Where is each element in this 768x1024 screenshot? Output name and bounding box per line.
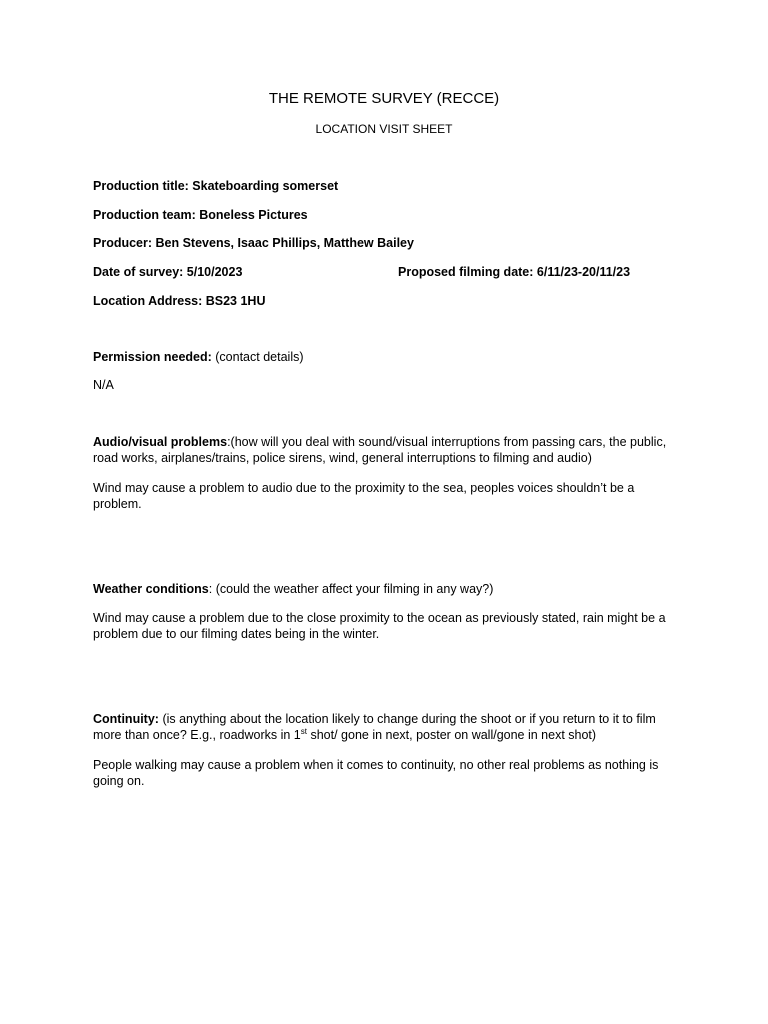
- continuity-answer: People walking may cause a problem when it comes to continuity, no other real problems as nothing is going on.: [93, 758, 659, 788]
- audio-visual-hint: :(how will you deal with sound/visual interruptions from passing cars, the public, road works, airplanes/trains, police sirens, wind, general interruptions to filming and audio): [93, 435, 667, 465]
- permission-hint: (contact details): [211, 350, 304, 364]
- producer: Producer: Ben Stevens, Isaac Phillips, Matthew Bailey: [93, 236, 414, 250]
- location-address: Location Address: BS23 1HU: [93, 294, 266, 308]
- audio-visual-answer: Wind may cause a problem to audio due to the proximity to the sea, peoples voices shouldn’t be a problem.: [93, 481, 635, 511]
- page-title: THE REMOTE SURVEY (RECCE): [268, 90, 500, 107]
- weather-label: Weather conditions: [93, 582, 209, 596]
- permission-label: Permission needed:: [93, 350, 212, 364]
- audio-visual-heading: [93, 434, 683, 466]
- weather-heading: [93, 581, 683, 597]
- continuity-label: Continuity:: [93, 712, 159, 726]
- permission-answer: N/A: [93, 378, 114, 392]
- production-title: Production title: Skateboarding somerset: [93, 179, 339, 193]
- page-subtitle: LOCATION VISIT SHEET: [315, 122, 453, 136]
- continuity-hint-part2: shot/ gone in next, poster on wall/gone in next shot): [307, 728, 597, 742]
- production-team: Production team: Boneless Pictures: [93, 208, 308, 222]
- continuity-hint-superscript: st: [300, 726, 307, 736]
- weather-answer: Wind may cause a problem due to the close proximity to the ocean as previously stated, rain might be a problem due to our filming dates being in the winter.: [93, 611, 666, 641]
- permission-heading: [93, 349, 683, 365]
- weather-hint: : (could the weather affect your filming in any way?): [208, 582, 494, 596]
- continuity-heading: [93, 711, 683, 743]
- audio-visual-label: Audio/visual problems: [93, 435, 228, 449]
- proposed-filming-date: Proposed filming date: 6/11/23-20/11/23: [398, 265, 631, 279]
- date-of-survey: Date of survey: 5/10/2023: [93, 265, 243, 279]
- continuity-hint-part1: (is anything about the location likely to change during the shoot or if you return to it to film more than once? E.g., roadworks in 1: [93, 712, 656, 742]
